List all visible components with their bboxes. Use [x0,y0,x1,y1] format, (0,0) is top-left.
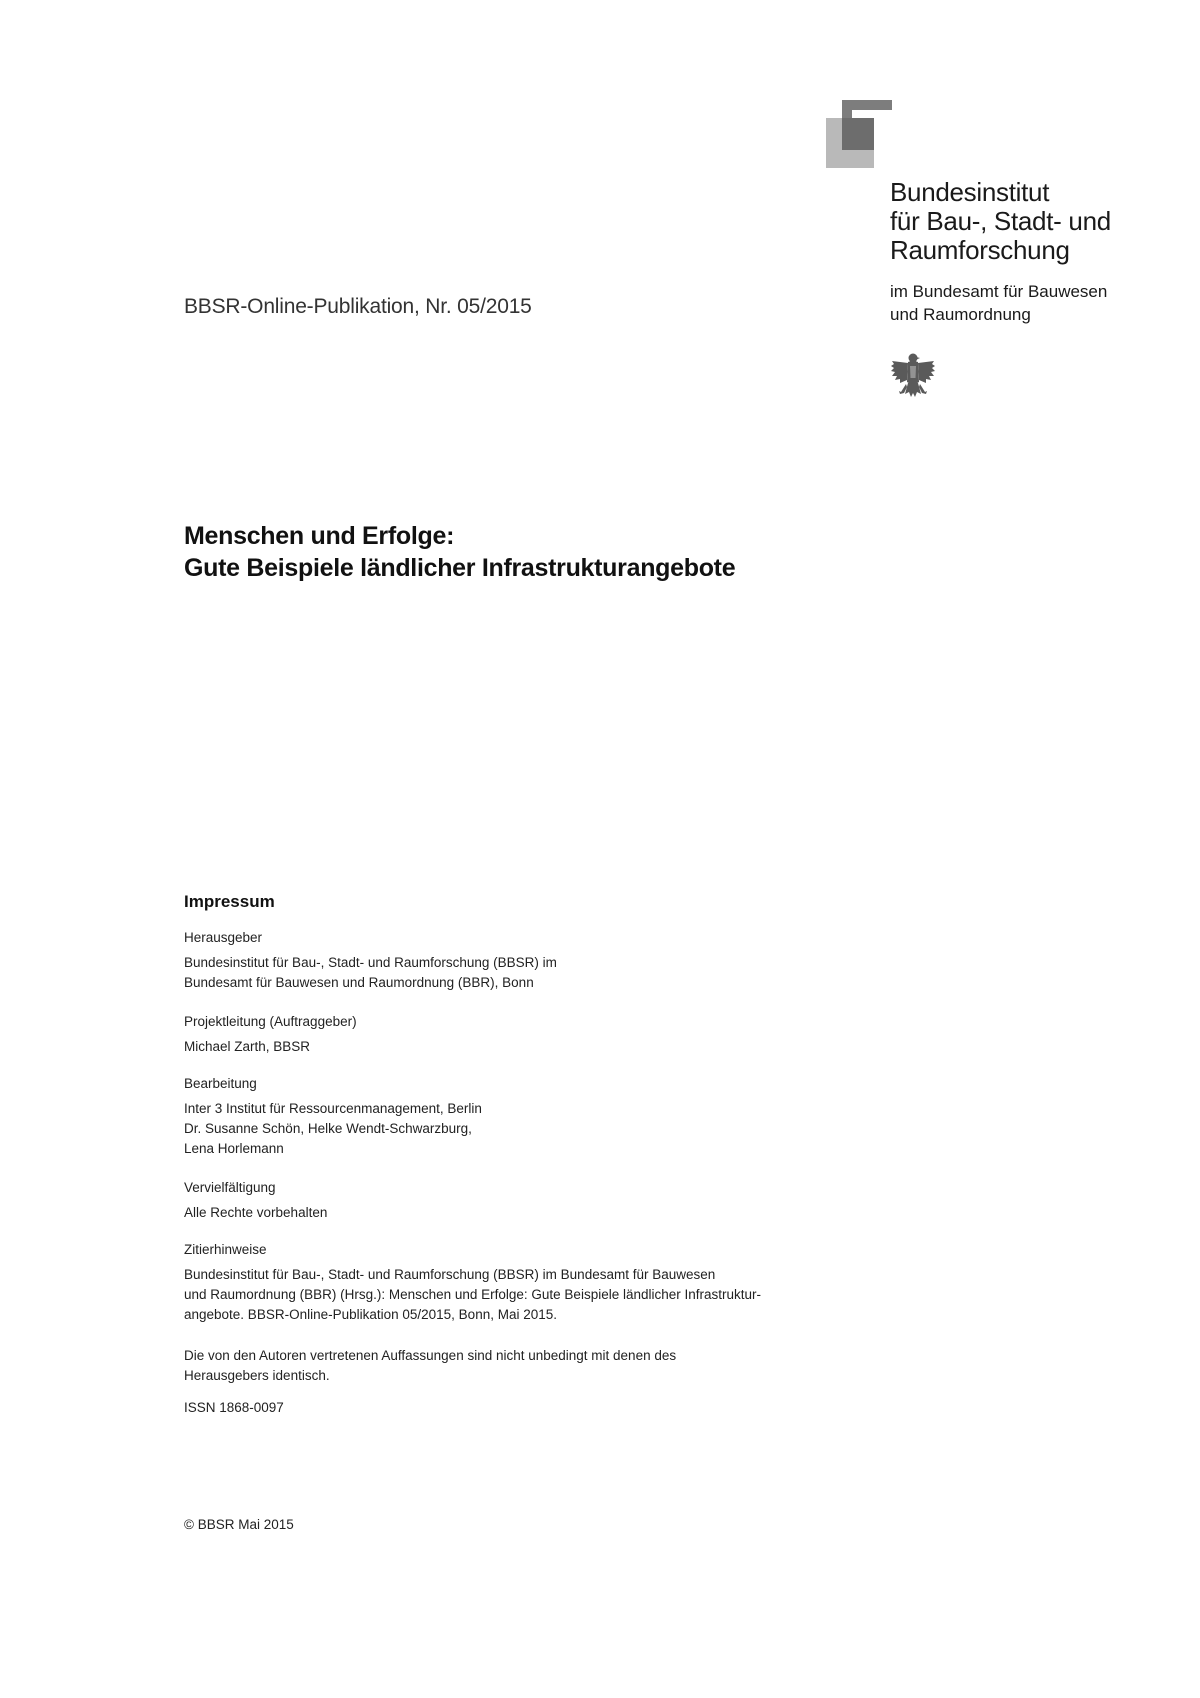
disclaimer-line: Herausgebers identisch. [184,1368,330,1383]
section-line: Dr. Susanne Schön, Helke Wendt-Schwarzburg, [184,1121,472,1136]
publication-series: BBSR-Online-Publikation, Nr. 05/2015 [184,295,532,318]
section-label: Zitierhinweise [184,1242,267,1257]
impressum-section-vervielfaeltigung [184,1178,824,1223]
impressum-section-bearbeitung [184,1074,824,1159]
title-line: Gute Beispiele ländlicher Infrastrukturangebote [184,554,736,582]
section-line: Michael Zarth, BBSR [184,1039,311,1054]
section-line: Inter 3 Institut für Ressourcenmanagement, Berlin [184,1101,482,1116]
impressum-section-zitierhinweise [184,1240,824,1325]
issn: ISSN 1868-0097 [184,1400,284,1415]
disclaimer-line: Die von den Autoren vertretenen Auffassungen sind nicht unbedingt mit denen des [184,1348,677,1363]
section-line: Bundesamt für Bauwesen und Raumordnung (BBR), Bonn [184,975,534,990]
institute-name [890,178,1111,265]
section-label: Projektleitung (Auftraggeber) [184,1014,357,1029]
section-label: Bearbeitung [184,1076,257,1091]
logo-square-overlap [842,118,874,150]
section-label: Vervielfältigung [184,1180,276,1195]
section-line: Bundesinstitut für Bau-, Stadt- und Raumforschung (BBSR) im [184,955,557,970]
institute-subtitle [890,280,1107,326]
section-line: Alle Rechte vorbehalten [184,1205,328,1220]
disclaimer [184,1346,824,1386]
bbsr-logo [826,100,892,168]
copyright: © BBSR Mai 2015 [184,1517,294,1532]
section-line: Bundesinstitut für Bau-, Stadt- und Raumforschung (BBSR) im Bundesamt für Bauwesen [184,1267,716,1282]
institute-subtitle-line: im Bundesamt für Bauwesen [890,282,1108,301]
institute-name-line: Raumforschung [890,235,1070,265]
page-title [184,520,735,584]
section-line: Lena Horlemann [184,1141,284,1156]
section-line: und Raumordnung (BBR) (Hrsg.): Menschen und Erfolge: Gute Beispiele ländlicher Infrastruktur- [184,1287,762,1302]
impressum-heading: Impressum [184,892,275,911]
institute-subtitle-line: und Raumordnung [890,305,1031,324]
impressum-section-projektleitung [184,1012,824,1057]
section-line: angebote. BBSR-Online-Publikation 05/2015, Bonn, Mai 2015. [184,1307,557,1322]
institute-name-line: für Bau-, Stadt- und [890,206,1111,236]
federal-eagle-icon [888,350,938,404]
institute-name-line: Bundesinstitut [890,177,1050,207]
impressum-section-herausgeber [184,928,824,993]
title-line: Menschen und Erfolge: [184,522,455,550]
section-label: Herausgeber [184,930,263,945]
